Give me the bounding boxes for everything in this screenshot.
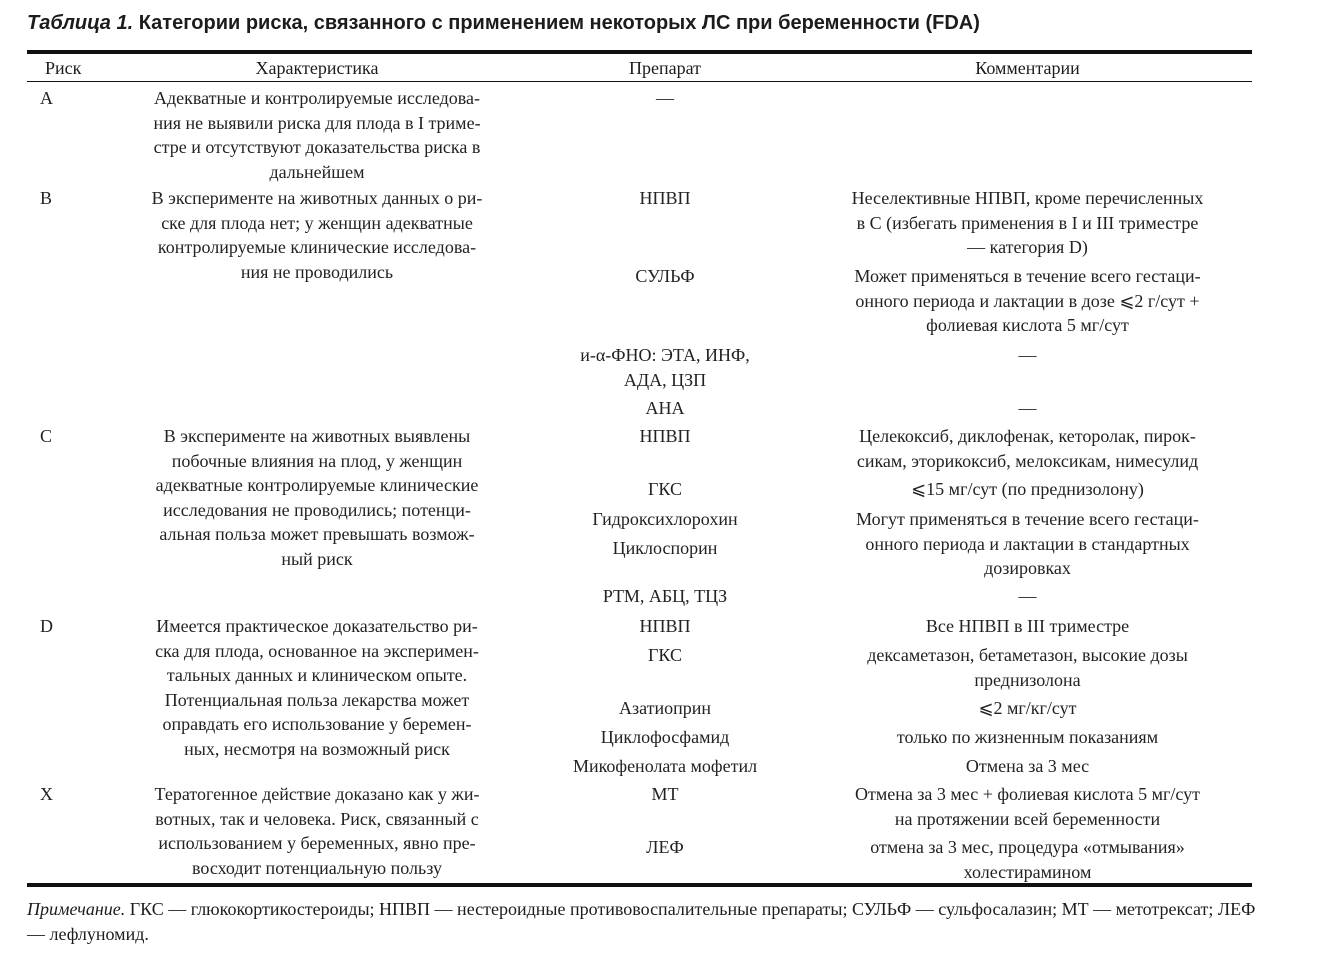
comment-x-mtx: Отмена за 3 мес + фолиевая кислота 5 мг/сут на протяжении всей беременности [854,784,1201,829]
characteristic-a: Адекватные и контролируемые исследова- ния не выявили риска для плода в I триме- стре и отсутствуют доказательства риска в дальнейшем [153,88,481,182]
comment-c-hcq-cyclosporin: Могут применяться в течение всего гестаци- онного периода и лактации в стандартных дозировках [856,509,1199,578]
footnote-label: Примечание. [27,899,126,919]
drug-c-cyclosporin: Циклоспорин [612,538,718,558]
drug-d-gcs: ГКС [648,645,682,665]
comment-c-nsaid: Целекоксиб, диклофенак, кеторолак, пирок- сикам, эторикоксиб, мелоксикам, нимесулид [856,426,1199,471]
drug-b-sulf: СУЛЬФ [635,266,695,286]
drug-a: — [656,88,674,108]
header-characteristic: Характеристика [255,58,379,78]
risk-category-x: X [40,784,53,804]
risk-category-b: B [40,188,53,208]
drug-c-gcs: ГКС [648,479,682,499]
characteristic-b: В эксперименте на животных данных о ри- ске для плода нет; у женщин адекватные контролируемые клинические исследова- ния не проводились [151,188,483,282]
drug-b-nsaid: НПВП [639,188,691,208]
comment-b-sulf: Может применяться в течение всего гестаци- онного периода и лактации в дозе ⩽2 г/сут + фолиевая кислота 5 мг/сут [854,266,1201,335]
comment-d-gcs: дексаметазон, бетаметазон, высокие дозы преднизолона [867,645,1188,690]
comment-d-nsaid: Все НПВП в III триместре [925,616,1130,636]
drug-x-lef: ЛЕФ [646,837,684,857]
table-title: Категории риска, связанного с применением некоторых ЛС при беременности (FDA) [138,12,980,34]
risk-category-c: C [40,426,53,446]
table-top-rule [27,50,1252,54]
characteristic-d: Имеется практическое доказательство ри- ска для плода, основанное на эксперимен- тальных данных и клиническом опыте. Потенциальная польза лекарства может оправдать его использование у беремен- ных, несмотря на возможный риск [155,616,479,759]
comment-d-mmf: Отмена за 3 мес [965,756,1090,776]
table-number: Таблица 1. [27,12,134,34]
drug-b-ana: АНА [645,398,685,418]
comment-c-biologics: — [1018,586,1037,606]
drug-x-mtx: МТ [651,784,679,804]
characteristic-x: Тератогенное действие доказано как у жи- вотных, так и человека. Риск, связанный с использованием у беременных, явно пре- восходит потенциальную пользу [154,784,480,878]
header-rule [27,81,1252,82]
table-footnote [27,897,1267,947]
comment-b-tnf: — [1018,345,1037,365]
table-caption [27,12,980,35]
drug-d-azathioprine: Азатиоприн [618,698,712,718]
header-comments: Комментарии [975,58,1080,78]
footnote-text: ГКС — глюкокортикостероиды; НПВП — нестероидные противовоспалительные препараты; СУЛЬФ — сульфосалазин; МТ — метотрексат; ЛЕФ — лефлуномид. [27,899,1256,944]
risk-category-a: A [40,88,53,108]
drug-d-cyclophosphamide: Циклофосфамид [600,727,730,747]
risk-category-d: D [40,616,53,636]
drug-d-nsaid: НПВП [639,616,691,636]
drug-c-nsaid: НПВП [639,426,691,446]
comment-x-lef: отмена за 3 мес, процедура «отмывания» холестирамином [870,837,1185,882]
header-drug: Препарат [629,58,701,78]
comment-b-nsaid: Неселективные НПВП, кроме перечисленных в С (избегать применения в I и III триместре — категория D) [851,188,1204,257]
comment-d-azathioprine: ⩽2 мг/кг/сут [978,698,1077,718]
comment-c-gcs: ⩽15 мг/сут (по преднизолону) [911,479,1144,499]
drug-d-mmf: Микофенолата мофетил [572,756,758,776]
header-risk: Риск [45,58,82,78]
characteristic-c: В эксперименте на животных выявлены побочные влияния на плод, у женщин адекватные контролируемые клинические исследования не проводились; потенци- альная польза может превышать возмож- ный риск [155,426,479,569]
drug-c-biologics: РТМ, АБЦ, ТЦЗ [602,586,728,606]
drug-c-hcq: Гидроксихлорохин [592,509,738,529]
drug-b-tnf: и-α-ФНО: ЭТА, ИНФ, АДА, ЦЗП [580,345,750,390]
comment-b-ana: — [1018,398,1037,418]
comment-d-cyclophosphamide: только по жизненным показаниям [896,727,1159,747]
